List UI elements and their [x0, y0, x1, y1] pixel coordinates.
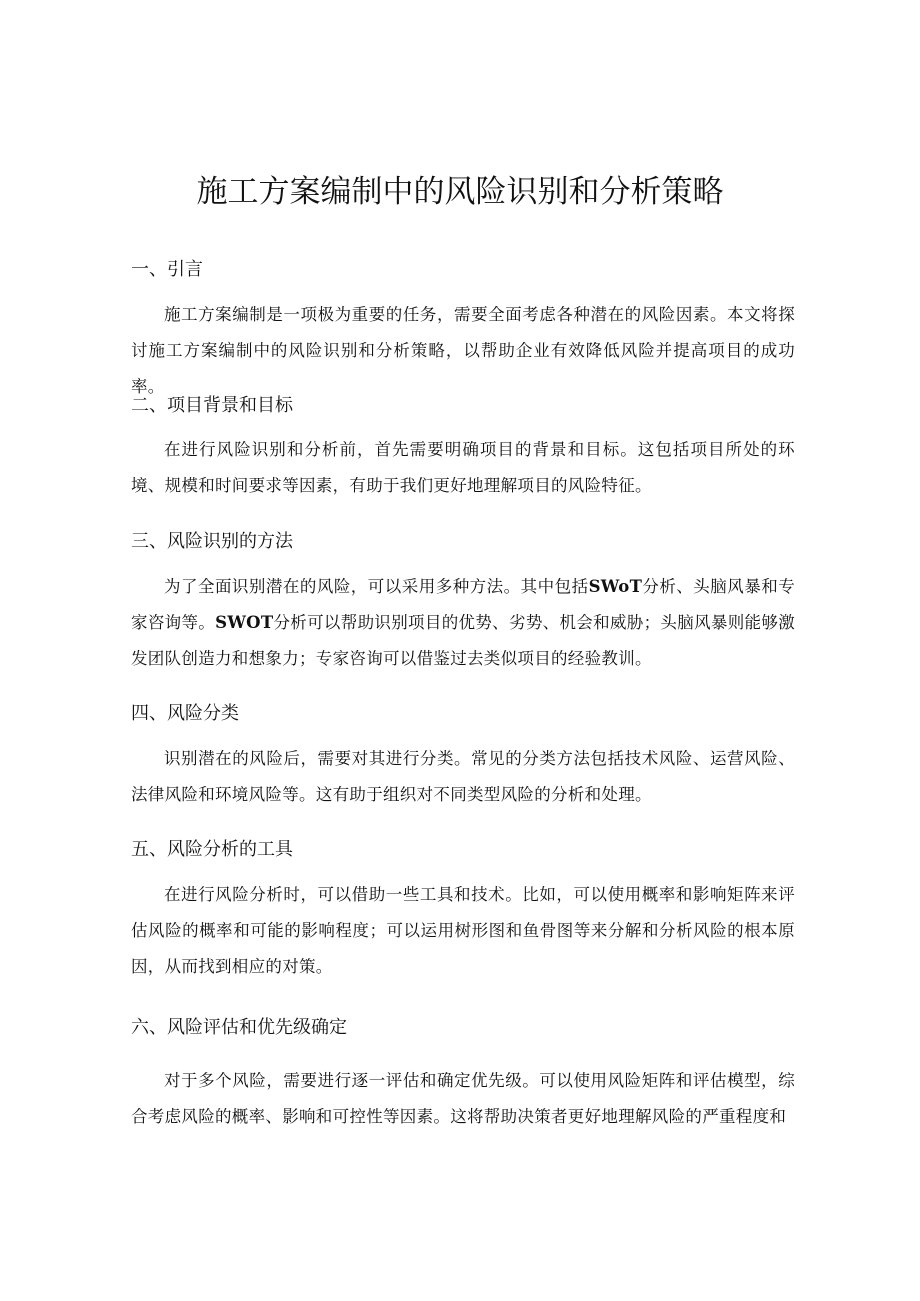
section-heading-risk-classification: 四、风险分类 [131, 703, 239, 724]
section-paragraph-identification-methods [131, 569, 795, 677]
section-heading-background: 二、项目背景和目标 [131, 395, 293, 416]
section-heading-analysis-tools: 五、风险分析的工具 [131, 839, 293, 860]
section-paragraph-background: 在进行风险识别和分析前，首先需要明确项目的背景和目标。这包括项目所处的环境、规模和时间要求等因素，有助于我们更好地理解项目的风险特征。 [131, 440, 795, 495]
document-title: 施工方案编制中的风险识别和分析策略 [196, 174, 724, 210]
section-paragraph-introduction: 施工方案编制是一项极为重要的任务，需要全面考虑各种潜在的风险因素。本文将探讨施工方案编制中的风险识别和分析策略，以帮助企业有效降低风险并提高项目的成功率。 [131, 305, 795, 396]
swot-term: SWOT [215, 613, 274, 632]
section-heading-introduction: 一、引言 [131, 259, 203, 280]
section-heading-assessment-priority: 六、风险评估和优先级确定 [131, 1017, 347, 1038]
paragraph-text: 为了全面识别潜在的风险，可以采用多种方法。其中包括 [164, 577, 589, 596]
section-paragraph-assessment-priority: 对于多个风险，需要进行逐一评估和确定优先级。可以使用风险矩阵和评估模型，综合考虑风险的概率、影响和可控性等因素。这将帮助决策者更好地理解风险的严重程度和 [131, 1071, 795, 1126]
paragraph-text: 分析、头脑风暴和专家咨询等。 [131, 577, 795, 632]
section-heading-identification-methods: 三、风险识别的方法 [131, 531, 293, 552]
paragraph-text: 分析可以帮助识别项目的优势、劣势、机会和威胁；头脑风暴则能够激发团队创造力和想象力；专家咨询可以借鉴过去类似项目的经验教训。 [131, 613, 795, 668]
swot-term: SWoT [588, 577, 643, 596]
section-paragraph-risk-classification: 识别潜在的风险后，需要对其进行分类。常见的分类方法包括技术风险、运营风险、法律风险和环境风险等。这有助于组织对不同类型风险的分析和处理。 [131, 749, 795, 804]
section-paragraph-analysis-tools: 在进行风险分析时，可以借助一些工具和技术。比如，可以使用概率和影响矩阵来评估风险的概率和可能的影响程度；可以运用树形图和鱼骨图等来分解和分析风险的根本原因，从而找到相应的对策。 [131, 885, 795, 976]
